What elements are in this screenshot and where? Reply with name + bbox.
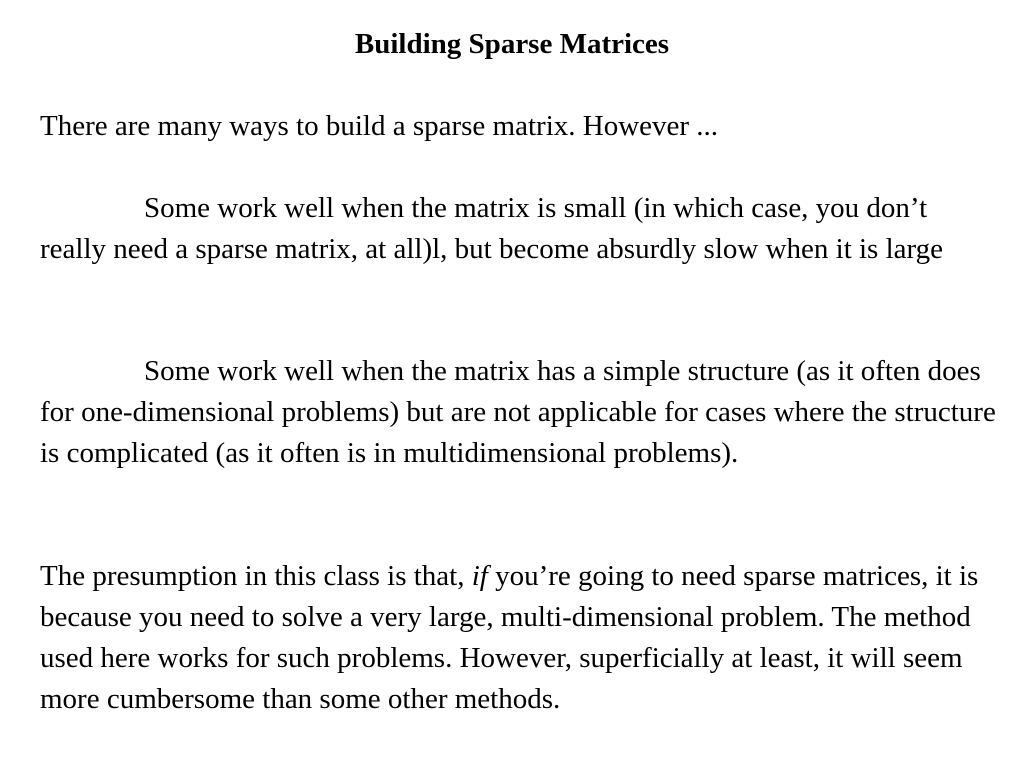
small-matrix-paragraph: Some work well when the matrix is small (in which case, you don’t really need a sparse matrix, at all)l, but become absurdly slow when it is large xyxy=(40,192,944,265)
presumption-text-end: you’re going to need sparse matrices, it is because you need to solve a very large, multi-dimensional problem. The method used here works for such problems. However, superficially at least, it will seem more cumbersome than some other methods. xyxy=(40,560,979,715)
simple-structure-paragraph: Some work well when the matrix has a simple structure (as it often does for one-dimensional problems) but are not applicable for cases where the structure is complicated (as it often is in multidimensional problems). xyxy=(40,355,996,469)
presumption-text-start: The presumption in this class is that, xyxy=(40,560,472,592)
intro-paragraph: There are many ways to build a sparse matrix. However ... xyxy=(40,110,719,142)
presumption-paragraph xyxy=(40,556,1000,720)
slide-title: Building Sparse Matrices xyxy=(354,28,670,60)
presumption-italic-if: if xyxy=(471,560,488,592)
